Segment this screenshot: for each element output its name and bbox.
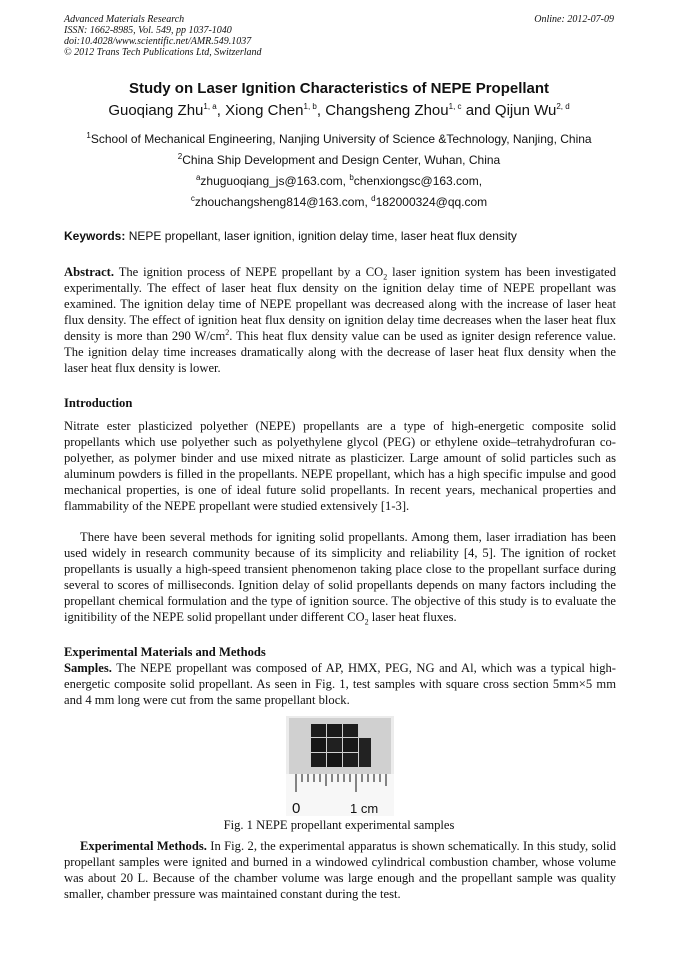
email-sup: c: [190, 194, 195, 203]
email-address: zhuguoqiang_js@163.com,: [200, 174, 350, 188]
author-affil-sup: 1, a: [203, 102, 217, 111]
journal-header: [64, 14, 262, 58]
abstract-subscript: 2: [383, 272, 388, 282]
samples-paragraph: [64, 660, 616, 708]
abstract-label: Abstract.: [64, 265, 115, 279]
affiliation-text: China Ship Development and Design Center, Wuhan, China: [182, 153, 501, 167]
issn-line: ISSN: 1662-8985, Vol. 549, pp 1037-1040: [64, 25, 232, 36]
affiliation-1: [0, 132, 678, 146]
methods-label: Experimental Methods.: [80, 839, 207, 853]
affiliation-sup: 1: [86, 131, 91, 140]
author-separator: ,: [316, 102, 326, 119]
figure-caption: Fig. 1 NEPE propellant experimental samples: [223, 818, 455, 832]
methods-text: In Fig. 2, the experimental apparatus is shown schematically. In this study, solid propellant samples were ignited and burned in a windowed cylindrical combustion chamber, whose volume was about 20 L. Because of the chamber volume was large enough and the propellant sample was quality smaller, chamber pressure was maintained constant during the test.: [64, 839, 616, 901]
email-address: zhouchangsheng814@163.com,: [194, 195, 372, 209]
affiliation-2: [0, 153, 678, 167]
author-affil-sup: 1, b: [303, 102, 317, 111]
introduction-heading: Introduction: [64, 396, 133, 410]
email-sup: a: [195, 173, 201, 182]
samples-label: Samples.: [64, 661, 112, 675]
sample-photo: [286, 716, 394, 816]
keywords-text: NEPE propellant, laser ignition, ignition delay time, laser heat flux density: [125, 229, 517, 243]
email-line-1: [0, 174, 678, 188]
email-line-2: [0, 195, 678, 209]
keywords-label: Keywords:: [64, 229, 126, 243]
paragraph-subscript: 2: [364, 617, 369, 627]
journal-name: Advanced Materials Research: [64, 14, 185, 25]
author-list: [0, 102, 678, 119]
abstract-superscript: 2: [225, 327, 230, 337]
copyright-line: © 2012 Trans Tech Publications Ltd, Switzerland: [64, 47, 262, 58]
paper-title: Study on Laser Ignition Characteristics of NEPE Propellant: [128, 80, 550, 97]
affiliation-sup: 2: [177, 152, 183, 161]
online-date: Online: 2012-07-09: [534, 14, 614, 25]
figure-propellant-samples: [286, 716, 394, 816]
introduction-paragraph-1: Nitrate ester plasticized polyether (NEPE) propellants are a type of high-energetic composite solid propellants which use polyether such as polyethylene glycol (PEG) or ethylene oxide–tetrahydrofuran co-polyether, as polymer binder and use mixed nitrate as plasticizer. Large amount of solid particles such as aluminum powders is filled in the propellants. NEPE propellant, which has a high specific impulse and good mechanical properties, is one of ideal future solid propellants. In recent years, mechanical properties and flammability of the NEPE propellant were studied extensively [1-3].: [64, 419, 616, 513]
author-name: Guoqiang Zhu: [108, 102, 204, 119]
ruler-label-zero: 0: [292, 800, 301, 816]
introduction-paragraph-2: [64, 529, 616, 625]
author-separator: and: [461, 102, 495, 119]
affiliation-text: School of Mechanical Engineering, Nanjing University of Science &Technology, Nanjing, China: [90, 132, 592, 146]
abstract-text: laser ignition system has been investigated experimentally. The effect of laser heat flux density on the ignition delay time of NEPE propellant was examined. The ignition delay time of NEPE propellant was decreased along with the increase of laser heat flux density. The effect of ignition heat flux density on ignition delay time decreases when the laser heat flux density is more than 290 W/cm: [64, 265, 616, 343]
email-address: chenxiongsc@163.com,: [353, 174, 483, 188]
author-name: Xiong Chen: [225, 102, 304, 119]
author-name: Qijun Wu: [494, 102, 557, 119]
email-sup: b: [349, 173, 354, 182]
samples-text: The NEPE propellant was composed of AP, HMX, PEG, NG and Al, which was a typical high-energetic composite solid propellant. As seen in Fig. 1, test samples with square cross section 5mm×5 mm and 4 mm long were cut from the same propellant block.: [64, 661, 616, 707]
methods-heading: Experimental Materials and Methods: [64, 645, 266, 659]
abstract: [64, 264, 616, 376]
paragraph-text: There have been several methods for igniting solid propellants. Among them, laser irradiation has been used widely in research community because of its simplicity and reliability [4, 5]. The ignition of rocket propellants is usually a high-speed transient phenomenon taking place close to the propellant surface during several to scores of milliseconds. Ignition delay of solid propellants depends on many factors including the propellant chemical formulation and the type of ignition source. The objective of this study is to evaluate the ignitibility of the NEPE solid propellant under different CO: [64, 530, 616, 624]
email-address: 182000324@qq.com: [375, 195, 488, 209]
paragraph-text: laser heat fluxes.: [368, 610, 457, 624]
author-affil-sup: 2, d: [556, 102, 570, 111]
author-affil-sup: 1, c: [448, 102, 462, 111]
abstract-text: The ignition process of NEPE propellant by a CO: [114, 265, 384, 279]
abstract-text: . This heat flux density value can be used as igniter design reference value. The ignition delay time increases dramatically along with the decrease of laser heat flux density when the laser heat flux density is lower.: [64, 329, 616, 375]
author-name: Changsheng Zhou: [325, 102, 449, 119]
author-separator: ,: [216, 102, 226, 119]
keywords: [64, 229, 616, 243]
doi-line: doi:10.4028/www.scientific.net/AMR.549.1037: [64, 36, 252, 47]
ruler-label-one-cm: 1 cm: [350, 801, 379, 816]
experimental-methods-paragraph: [64, 838, 616, 902]
email-sup: d: [371, 194, 376, 203]
